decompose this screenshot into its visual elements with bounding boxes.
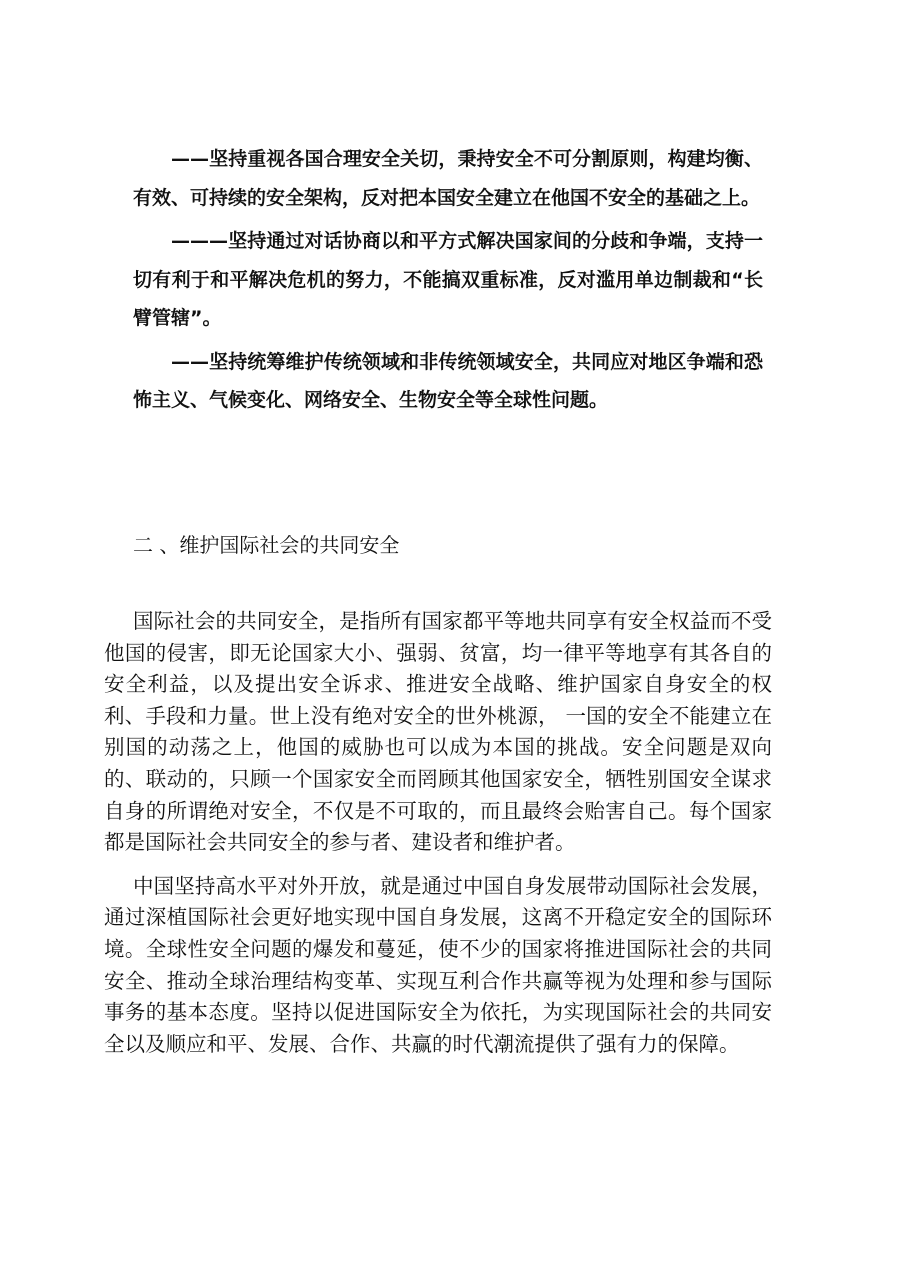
section-body: [104, 606, 772, 1060]
body-paragraph: 国际社会的共同安全，是指所有国家都平等地共同享有安全权益而不受他国的侵害，即无论国家大小、强弱、贫富，均一律平等地享有其各自的安全利益，以及提出安全诉求、推进安全战略、维护国家自身安全的权利、手段和力量。世上没有绝对安全的世外桃源， 一国的安全不能建立在 别国的动荡之上，他国的威胁也可以成为本国的挑战。安全问题是双向 的、联动的，只顾一个国家安全而罔顾其他国家安全，牺牲别国安全谋求 自身的所谓绝对安全，不仅是不可取的，而且最终会贻害自己。每个国家 都是国际社会共同安全的参与者、建设者和维护者。: [104, 609, 772, 855]
body-paragraph: 中国坚持高水平对外开放，就是通过中国自身发展带动国际社会发展，通过深植国际社会更好地实现中国自身发展，这离不开稳定安全的国际环境。全球性安全问题的爆发和蔓延，使不少的国家将推进国际社会的共同安全、推动全球治理结构变革、实现互利合作共赢等视为处理和参与国际事务的基本态度。坚持以促进国际安全为依托，为实现国际社会的共同安全以及顺应和平、发展、合作、共赢的时代潮流提供了强有力的保障。: [104, 873, 772, 1056]
principle-paragraph: ———坚持通过对话协商以和平方式解决国家间的分歧和争端，支持一切有利于和平解决危机的努力，不能搞双重标准，反对滥用单边制裁和“长臂管辖”。: [133, 230, 763, 329]
principle-paragraph: ——坚持重视各国合理安全关切，秉持安全不可分割原则，构建均衡、有效、可持续的安全架构，反对把本国安全建立在他国不安全的基础之上。: [133, 148, 763, 209]
principles-list: [133, 140, 763, 420]
section-heading: 二 、维护国际社会的共同安全: [133, 533, 400, 557]
principle-paragraph: ——坚持统筹维护传统领域和非传统领域安全，共同应对地区争端和恐怖主义、气候变化、网络安全、生物安全等全球性问题。: [133, 350, 763, 411]
